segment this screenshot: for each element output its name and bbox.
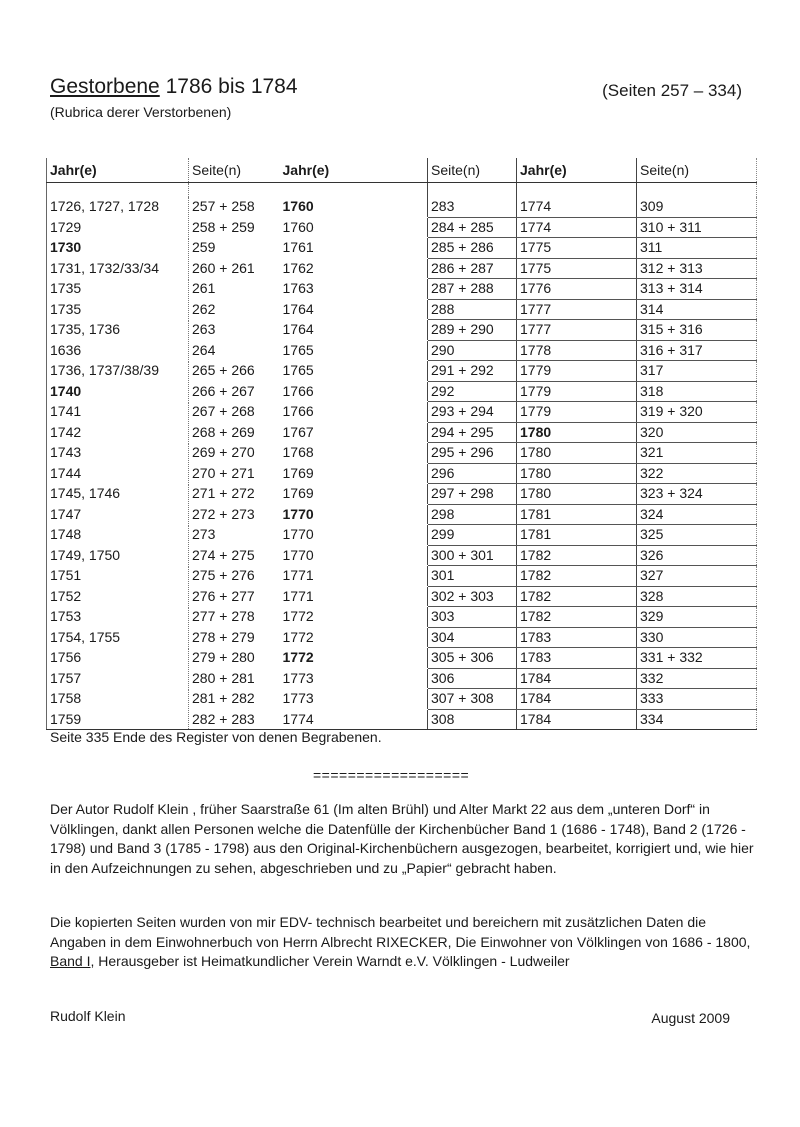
- cell-pages: 263: [189, 320, 280, 341]
- cell-year: 1773: [282, 669, 314, 686]
- cell-year: 1729: [47, 217, 189, 238]
- cell-pages: 289 + 290: [428, 320, 517, 341]
- cell-year: 1779: [517, 402, 637, 423]
- cell-pages: 270 + 271: [189, 463, 280, 484]
- cell-pages: 307 + 308: [428, 689, 517, 710]
- cell-year: 1782: [517, 586, 637, 607]
- cell-pages: 260 + 261: [189, 258, 280, 279]
- cell-year: 1745, 1746: [47, 484, 189, 505]
- cell-pages: 284 + 285: [428, 217, 517, 238]
- cell-pages: 276 + 277: [189, 586, 280, 607]
- table-row: [47, 443, 757, 464]
- cell-pages: 267 + 268: [189, 402, 280, 423]
- cell-pages: 264: [189, 340, 280, 361]
- cell-pages: 296: [428, 463, 517, 484]
- table-row: [47, 504, 757, 525]
- column-header-year: Jahr(e): [517, 158, 637, 183]
- cell-year: 1765: [282, 362, 314, 378]
- cell-year: 1761: [282, 239, 314, 255]
- cell-pages: 315 + 316: [637, 320, 757, 341]
- cell-year: 1780: [517, 422, 637, 443]
- cell-year: 1743: [47, 443, 189, 464]
- cell-pages: 271 + 272: [189, 484, 280, 505]
- cell-year: 1778: [517, 340, 637, 361]
- cell-pages: 290: [428, 340, 517, 361]
- cell-year: 1780: [517, 463, 637, 484]
- cell-year: 1726, 1727, 1728: [47, 197, 189, 217]
- cell-pages: 332: [637, 668, 757, 689]
- cell-pages: 269 + 270: [189, 443, 280, 464]
- cell-year: 1735, 1736: [47, 320, 189, 341]
- cell-pages: 274 + 275: [189, 545, 280, 566]
- cell-year: 1777: [517, 320, 637, 341]
- page-title: [50, 74, 298, 100]
- cell-year: 1636: [47, 340, 189, 361]
- cell-year: 1781: [517, 525, 637, 546]
- table-row: [47, 361, 757, 382]
- cell-pages: 301: [428, 566, 517, 587]
- cell-year: 1783: [517, 648, 637, 669]
- cell-year: 1780: [517, 443, 637, 464]
- cell-year: 1773: [282, 690, 314, 706]
- cell-year: 1763: [282, 280, 314, 296]
- table-row: [47, 484, 757, 505]
- cell-pages: 299: [428, 525, 517, 546]
- cell-year: 1781: [517, 504, 637, 525]
- cell-pages: 259: [189, 238, 280, 259]
- cell-pages: 292: [428, 381, 517, 402]
- column-header-pages: Seite(n): [189, 158, 280, 183]
- cell-year: 1744: [47, 463, 189, 484]
- cell-pages: 316 + 317: [637, 340, 757, 361]
- cell-year: 1777: [517, 299, 637, 320]
- cell-year: 1782: [517, 566, 637, 587]
- cell-year: 1770: [282, 546, 314, 563]
- cell-year: 1775: [517, 258, 637, 279]
- cell-year: 1735: [47, 299, 189, 320]
- cell-year: 1770: [282, 505, 314, 522]
- cell-year: 1757: [47, 668, 189, 689]
- cell-pages: 278 + 279: [189, 627, 280, 648]
- cell-pages: 298: [428, 504, 517, 525]
- cell-year: 1741: [47, 402, 189, 423]
- acknowledgement-paragraph: Der Autor Rudolf Klein , früher Saarstraße 61 (Im alten Brühl) und Alter Markt 22 aus dem „unteren Dorf“ in Völklingen, dankt allen Personen welche die Datenfülle der Kirchenbücher Band 1 (1686 - 1748), Band 2 (1726 - 1798) und Band 3 (1785 - 1798) aus den Original-Kirchenbüchern ausgezogen, bearbeitet, korrigiert und, wie hier in den Aufzeichnungen zu sehen, abgeschrieben und zu „Papier“ gebracht haben.: [50, 801, 754, 876]
- cell-year: 1768: [282, 444, 314, 460]
- death-register-table: [46, 158, 757, 730]
- table-row: [47, 525, 757, 546]
- table-row: [47, 422, 757, 443]
- cell-year: 1772: [282, 628, 314, 645]
- cell-year: 1766: [282, 382, 314, 399]
- cell-pages: 310 + 311: [637, 217, 757, 238]
- cell-year: 1762: [282, 259, 314, 276]
- cell-year: 1769: [282, 485, 314, 501]
- cell-pages: 325: [637, 525, 757, 546]
- cell-year: 1749, 1750: [47, 545, 189, 566]
- cell-pages: 300 + 301: [428, 545, 517, 566]
- table-row: [47, 217, 757, 238]
- cell-pages: 291 + 292: [428, 361, 517, 382]
- cell-pages: 318: [637, 381, 757, 402]
- cell-year: 1780: [517, 484, 637, 505]
- cell-pages: 314: [637, 299, 757, 320]
- cell-pages: 280 + 281: [189, 668, 280, 689]
- table-row: [47, 299, 757, 320]
- cell-pages: 306: [428, 668, 517, 689]
- cell-pages: 312 + 313: [637, 258, 757, 279]
- cell-pages: 283: [428, 197, 517, 217]
- end-of-register-note: Seite 335 Ende des Register von denen Begrabenen.: [50, 729, 382, 745]
- cell-year: 1735: [47, 279, 189, 300]
- cell-pages: 273: [189, 525, 280, 546]
- source-paragraph: [50, 913, 762, 972]
- cell-year: 1784: [517, 709, 637, 730]
- cell-pages: 304: [428, 627, 517, 648]
- cell-year: 1754, 1755: [47, 627, 189, 648]
- cell-year: 1736, 1737/38/39: [47, 361, 189, 382]
- column-header-year: Jahr(e): [47, 158, 189, 183]
- cell-pages: 302 + 303: [428, 586, 517, 607]
- table-row: [47, 238, 757, 259]
- cell-year: 1770: [282, 526, 314, 542]
- cell-pages: 279 + 280: [189, 648, 280, 669]
- cell-year: 1742: [47, 422, 189, 443]
- cell-pages: 293 + 294: [428, 402, 517, 423]
- cell-year: 1771: [282, 567, 314, 583]
- table-row: [47, 648, 757, 669]
- cell-year: 1759: [47, 709, 189, 730]
- table-header-row: [47, 158, 757, 183]
- cell-pages: 330: [637, 627, 757, 648]
- cell-year: 1740: [47, 381, 189, 402]
- cell-pages: 277 + 278: [189, 607, 280, 628]
- column-header-pages: Seite(n): [428, 158, 517, 183]
- cell-pages: 288: [428, 299, 517, 320]
- cell-year: 1766: [282, 403, 314, 419]
- cell-pages: 331 + 332: [637, 648, 757, 669]
- cell-pages: 333: [637, 689, 757, 710]
- cell-pages: 272 + 273: [189, 504, 280, 525]
- cell-year: 1772: [282, 608, 314, 624]
- source-text-after: , Herausgeber ist Heimatkundlicher Verein Warndt e.V. Völklingen - Ludweiler: [90, 953, 570, 969]
- cell-pages: 257 + 258: [189, 197, 280, 217]
- cell-pages: 317: [637, 361, 757, 382]
- cell-pages: 266 + 267: [189, 381, 280, 402]
- cell-pages: 265 + 266: [189, 361, 280, 382]
- cell-pages: 327: [637, 566, 757, 587]
- cell-pages: 258 + 259: [189, 217, 280, 238]
- cell-year: 1767: [282, 423, 314, 440]
- cell-year: 1751: [47, 566, 189, 587]
- cell-year: 1782: [517, 545, 637, 566]
- document-date: August 2009: [651, 1010, 730, 1026]
- table-row: [47, 320, 757, 341]
- cell-pages: 328: [637, 586, 757, 607]
- cell-pages: 275 + 276: [189, 566, 280, 587]
- cell-pages: 282 + 283: [189, 709, 280, 730]
- table-row: [47, 607, 757, 628]
- table-row: [47, 586, 757, 607]
- cell-pages: 281 + 282: [189, 689, 280, 710]
- cell-pages: 334: [637, 709, 757, 730]
- cell-pages: 308: [428, 709, 517, 730]
- cell-year: 1764: [282, 300, 314, 317]
- cell-year: 1774: [517, 197, 637, 217]
- cell-year: 1774: [517, 217, 637, 238]
- cell-pages: 321: [637, 443, 757, 464]
- table-spacer-row: [47, 183, 757, 198]
- author-signature: Rudolf Klein: [50, 1008, 126, 1024]
- cell-year: 1774: [280, 709, 428, 730]
- cell-year: 1769: [282, 464, 314, 481]
- cell-pages: 313 + 314: [637, 279, 757, 300]
- cell-year: 1772: [282, 649, 314, 665]
- separator-line: ==================: [313, 767, 470, 783]
- cell-year: 1779: [517, 361, 637, 382]
- cell-pages: 324: [637, 504, 757, 525]
- table-row: [47, 258, 757, 279]
- column-header-year: Jahr(e): [280, 158, 428, 183]
- cell-year: 1765: [282, 341, 314, 358]
- volume-reference: Band I: [50, 953, 91, 969]
- cell-year: 1771: [282, 587, 314, 604]
- table-row: [47, 381, 757, 402]
- pages-reference: (Seiten 257 – 334): [602, 81, 742, 100]
- cell-year: 1748: [47, 525, 189, 546]
- table-row: [47, 627, 757, 648]
- cell-year: 1783: [517, 627, 637, 648]
- cell-year: 1776: [517, 279, 637, 300]
- cell-year: 1775: [517, 238, 637, 259]
- cell-pages: 297 + 298: [428, 484, 517, 505]
- cell-year: 1731, 1732/33/34: [47, 258, 189, 279]
- table-row: [47, 279, 757, 300]
- cell-year: 1782: [517, 607, 637, 628]
- cell-year: 1753: [47, 607, 189, 628]
- cell-pages: 326: [637, 545, 757, 566]
- table-row: [47, 668, 757, 689]
- cell-pages: 286 + 287: [428, 258, 517, 279]
- cell-pages: 323 + 324: [637, 484, 757, 505]
- cell-year: 1779: [517, 381, 637, 402]
- cell-year: 1760: [282, 218, 314, 235]
- table-row: [47, 402, 757, 423]
- page-subtitle: (Rubrica derer Verstorbenen): [50, 104, 232, 120]
- table-row: [47, 709, 757, 730]
- cell-pages: 320: [637, 422, 757, 443]
- cell-year: 1760: [282, 198, 314, 214]
- cell-year: 1752: [47, 586, 189, 607]
- cell-pages: 295 + 296: [428, 443, 517, 464]
- title-underlined-word: Gestorbene: [50, 75, 160, 98]
- cell-pages: 305 + 306: [428, 648, 517, 669]
- cell-year: 1784: [517, 689, 637, 710]
- cell-year: 1756: [47, 648, 189, 669]
- table-row: [47, 197, 757, 217]
- cell-pages: 309: [637, 197, 757, 217]
- title-year-range: 1786 bis 1784: [159, 75, 298, 98]
- cell-pages: 261: [189, 279, 280, 300]
- cell-pages: 303: [428, 607, 517, 628]
- source-text-before: Die kopierten Seiten wurden von mir EDV- technisch bearbeitet und bereichern mit zusätzlichen Daten die Angaben in dem Einwohnerbuch von Herrn Albrecht RIXECKER, Die Einwohner von Völklingen von 1686 - 1800,: [50, 914, 751, 950]
- cell-year: 1764: [282, 321, 314, 337]
- table-row: [47, 340, 757, 361]
- cell-pages: 311: [637, 238, 757, 259]
- cell-year: 1784: [517, 668, 637, 689]
- cell-pages: 322: [637, 463, 757, 484]
- cell-pages: 294 + 295: [428, 422, 517, 443]
- table-row: [47, 545, 757, 566]
- cell-pages: 268 + 269: [189, 422, 280, 443]
- cell-pages: 319 + 320: [637, 402, 757, 423]
- column-header-pages: Seite(n): [637, 158, 757, 183]
- table-row: [47, 566, 757, 587]
- table-row: [47, 463, 757, 484]
- cell-pages: 262: [189, 299, 280, 320]
- cell-year: 1747: [47, 504, 189, 525]
- cell-year: 1730: [47, 238, 189, 259]
- table-row: [47, 689, 757, 710]
- cell-pages: 329: [637, 607, 757, 628]
- cell-pages: 287 + 288: [428, 279, 517, 300]
- cell-year: 1758: [47, 689, 189, 710]
- cell-pages: 285 + 286: [428, 238, 517, 259]
- table-body: [47, 183, 757, 730]
